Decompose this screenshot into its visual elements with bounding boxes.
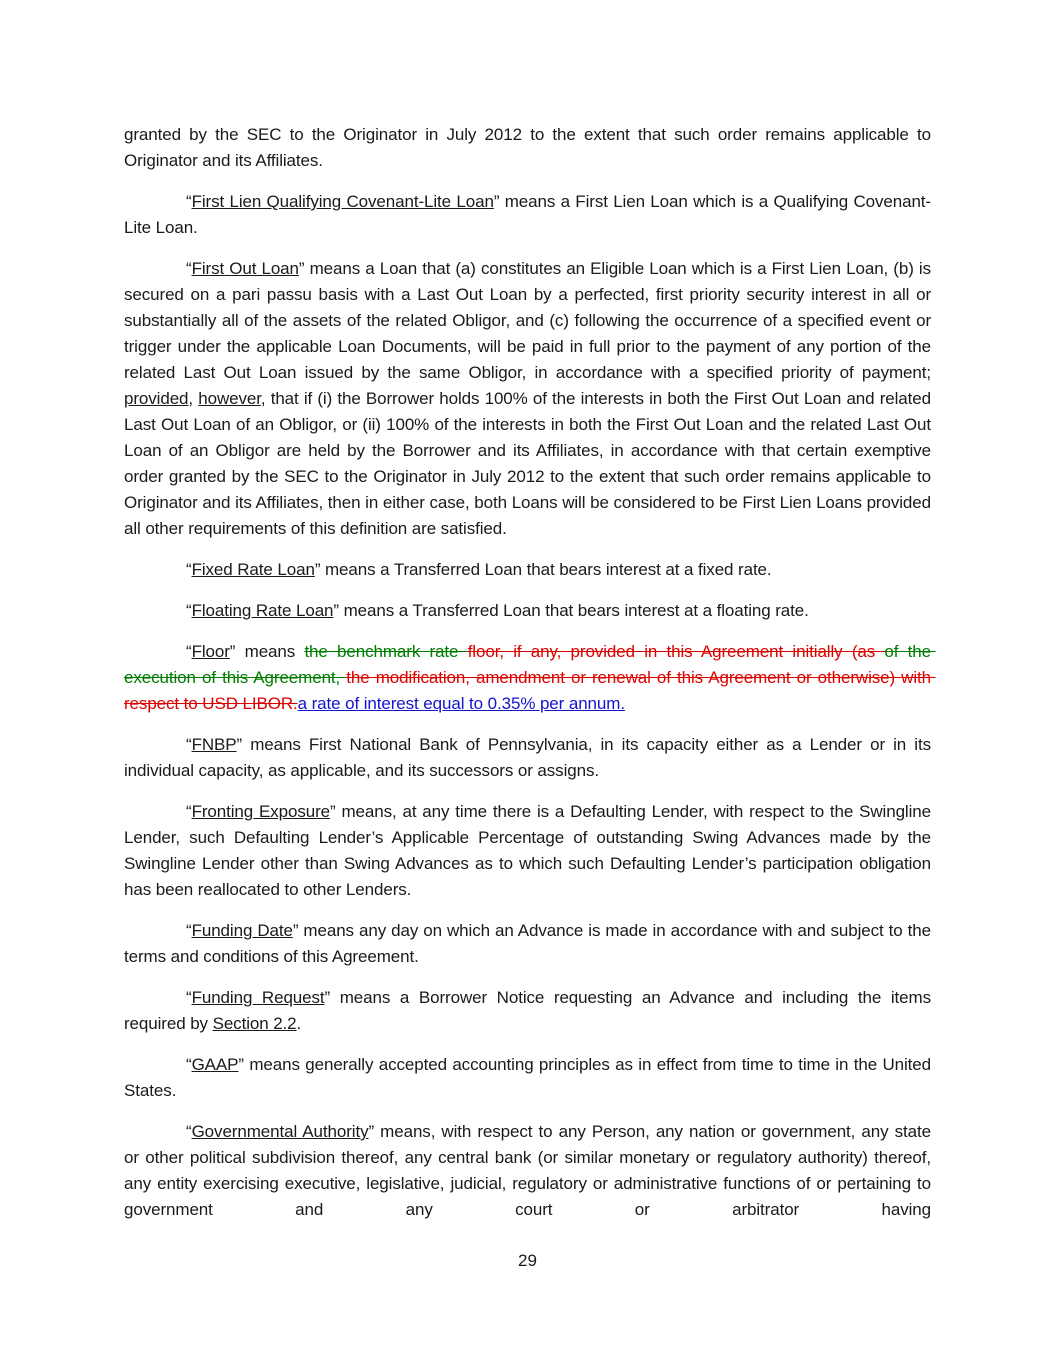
defined-term: Fronting Exposure [191,802,331,821]
paragraph [124,985,936,1037]
text-run: “ [186,642,192,661]
text-run: . [296,1014,302,1033]
paragraph [124,918,936,970]
text-run: “ [186,1055,192,1074]
inserted-text: a rate of interest equal to 0.35% per annum. [297,694,625,713]
text-run: “ [186,601,192,620]
text-run: “ [186,192,192,211]
text-run: ” means generally accepted accounting principles as in effect from time to time in the United States. [124,1055,936,1100]
text-run: ” means, at any time there is a Defaulting Lender, with respect to the Swingline Lender, such Defaulting Lender’s Applicable Percentage of outstanding Swing Advances made by the Swingline Lender other than Swing Advances as to which such Defaulting Lender’s participation obligation has been reallocated to other Lenders. [124,802,936,899]
paragraph [124,1052,936,1104]
text-run: “ [186,735,192,754]
text-run: granted by the SEC to the Originator in July 2012 to the extent that such order remains applicable to Originator and its Affiliates. [124,125,936,170]
document-body [124,122,936,1238]
defined-term: Floor [191,642,230,661]
text-run: ” means First National Bank of Pennsylvania, in its capacity either as a Lender or in its individual capacity, as applicable, and its successors or assigns. [124,735,936,780]
defined-term: First Out Loan [191,259,299,278]
text-run: “ [186,988,192,1007]
paragraph [124,256,936,542]
underlined-text: provided [124,389,189,408]
underlined-text: Section 2.2 [212,1014,297,1033]
defined-term: First Lien Qualifying Covenant-Lite Loan [191,192,494,211]
paragraph [124,799,936,903]
deleted-text-green: the benchmark rate [304,642,468,661]
underlined-text: however [198,389,261,408]
paragraph [124,122,936,174]
text-run: ” means any day on which an Advance is made in accordance with and subject to the terms and conditions of this Agreement. [124,921,936,966]
deleted-text-red: floor, if any, provided in this Agreement initially (as [467,642,885,661]
text-run: “ [186,921,192,940]
text-run: ” means a First Lien Loan which is a Qualifying Covenant-Lite Loan. [124,192,931,237]
deleted-text-red: the modification, amendment or renewal of this Agreement or otherwise) with respect to USD LIBOR. [124,668,936,713]
paragraph [124,598,931,624]
defined-term: Fixed Rate Loan [191,560,315,579]
defined-term: Funding Date [191,921,293,940]
defined-term: FNBP [191,735,237,754]
paragraph [124,732,936,784]
paragraph [124,1119,936,1223]
page-number: 29 [518,1251,537,1270]
defined-term: Governmental Authority [191,1122,369,1141]
paragraph [124,639,936,717]
deleted-text-green: of the execution of this Agreement, [124,642,936,687]
text-run: “ [186,1122,192,1141]
defined-term: Funding Request [191,988,325,1007]
defined-term: GAAP [191,1055,239,1074]
defined-term: Floating Rate Loan [191,601,334,620]
text-run: ” means a Borrower Notice requesting an Advance and including the items required by [124,988,936,1033]
paragraph [124,189,931,241]
text-run: , [188,389,199,408]
text-run: “ [186,560,192,579]
text-run: “ [186,259,192,278]
text-run: ” means, with respect to any Person, any nation or government, any state or other political subdivision thereof, any central bank (or similar monetary or regulatory authority) thereof, any entity exercising executive, legislative, judicial, regulatory or administrative functions of or pertaining to government and any court or arbitrator having [124,1122,936,1219]
text-run: ” means [229,642,305,661]
paragraph [124,557,931,583]
text-run: ” means a Transferred Loan that bears interest at a fixed rate. [314,560,772,579]
text-run: ” means a Loan that (a) constitutes an Eligible Loan which is a First Lien Loan, (b) is secured on a pari passu basis with a Last Out Loan by a perfected, first priority security interest in all or substantially all of the assets of the related Obligor, and (c) following the occurrence of a specified event or trigger under the applicable Loan Documents, will be paid in full prior to the payment of any portion of the related Last Out Loan issued by the same Obligor, in accordance with a specified priority of payment; [124,259,936,382]
text-run: “ [186,802,192,821]
text-run: ” means a Transferred Loan that bears interest at a floating rate. [333,601,809,620]
text-run: , that if (i) the Borrower holds 100% of the interests in both the First Out Loan and related Last Out Loan of an Obligor, or (ii) 100% of the interests in both the First Out Loan and the related Last Out Loan of an Obligor are held by the Borrower and its Affiliates, in accordance with that certain exemptive order granted by the SEC to the Originator in July 2012 to the extent that such order remains applicable to Originator and its Affiliates, then in either case, both Loans will be considered to be First Lien Loans provided all other requirements of this definition are satisfied. [124,389,936,538]
